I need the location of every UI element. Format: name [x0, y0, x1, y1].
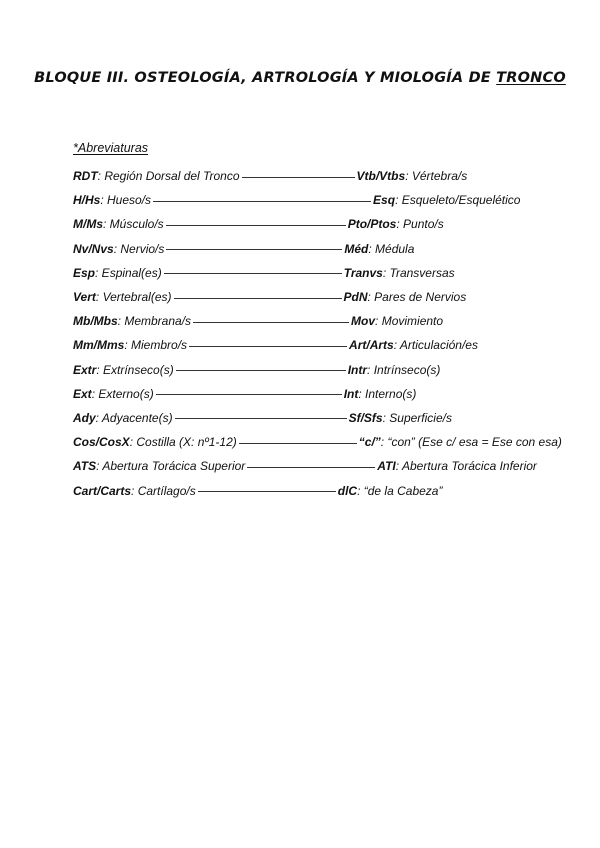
right-entry: [351, 314, 443, 328]
left-abbreviation: H/Hs: [73, 193, 101, 208]
left-definition: : Miembro/s: [124, 338, 188, 353]
right-entry: [377, 459, 537, 473]
right-abbreviation: Méd: [344, 241, 369, 256]
left-entry: [73, 363, 174, 377]
left-abbreviation: Ext: [73, 386, 92, 401]
title-main: BLOQUE III. OSTEOLOGÍA, ARTROLOGÍA Y MIOLOGÍA DE: [34, 70, 497, 86]
right-entry: [338, 484, 443, 498]
right-abbreviation: Mov: [351, 314, 376, 329]
dash-leader: [239, 443, 357, 444]
dash-leader: [164, 273, 342, 274]
dash-leader: [176, 370, 346, 371]
dash-leader: [153, 201, 371, 202]
left-entry: [73, 435, 237, 449]
abbreviation-row: [73, 309, 563, 333]
dash-leader: [242, 177, 355, 178]
right-entry: [344, 290, 467, 304]
abbreviations-list: [73, 164, 563, 503]
left-definition: : Músculo/s: [103, 217, 164, 232]
right-abbreviation: Intr: [347, 362, 368, 377]
left-abbreviation: Vert: [73, 290, 96, 305]
right-definition: : Movimiento: [375, 314, 444, 329]
left-definition: : Abertura Torácica Superior: [96, 459, 246, 474]
left-definition: : Adyacente(s): [95, 410, 173, 425]
dash-leader: [175, 418, 347, 419]
right-definition: : Esqueleto/Esquelético: [395, 193, 521, 208]
right-abbreviation: Pto/Ptos: [347, 217, 397, 232]
right-abbreviation: Art/Arts: [349, 338, 394, 353]
abbreviation-row: [73, 430, 563, 454]
left-definition: : Extrínseco(s): [96, 362, 174, 377]
left-abbreviation: Nv/Nvs: [73, 241, 114, 256]
left-abbreviation: Mb/Mbs: [73, 314, 118, 329]
right-entry: [359, 435, 562, 449]
left-definition: : Vertebral(es): [95, 290, 172, 305]
dash-leader: [198, 491, 336, 492]
left-entry: [73, 266, 162, 280]
abbreviation-row: [73, 188, 563, 212]
right-entry: [349, 338, 478, 352]
right-entry: [348, 217, 444, 231]
right-abbreviation: Vtb/Vtbs: [356, 169, 406, 184]
left-entry: [73, 193, 151, 207]
right-entry: [357, 169, 468, 183]
right-definition: : “de la Cabeza”: [357, 483, 443, 498]
dash-leader: [189, 346, 347, 347]
left-definition: : Nervio/s: [113, 241, 165, 256]
left-definition: : Cartílago/s: [131, 483, 196, 498]
right-abbreviation: “c/”: [358, 435, 381, 450]
right-definition: : Punto/s: [396, 217, 444, 232]
right-definition: : Médula: [368, 241, 415, 256]
abbreviation-row: [73, 382, 563, 406]
left-abbreviation: Extr: [73, 362, 97, 377]
left-abbreviation: Ady: [73, 410, 96, 425]
abbreviation-row: [73, 212, 563, 236]
left-definition: : Hueso/s: [100, 193, 152, 208]
right-abbreviation: Esq: [373, 193, 396, 208]
right-entry: [348, 363, 441, 377]
page-title: [0, 70, 600, 86]
right-abbreviation: Tranvs: [343, 265, 383, 280]
left-entry: [73, 459, 245, 473]
left-entry: [73, 484, 196, 498]
abbreviation-row: [73, 261, 563, 285]
dash-leader: [156, 394, 342, 395]
right-definition: : Pares de Nervios: [367, 290, 467, 305]
left-abbreviation: Cart/Carts: [73, 483, 132, 498]
right-definition: : “con” (Ese c/ esa = Ese con esa): [380, 435, 562, 450]
left-abbreviation: Esp: [73, 265, 96, 280]
abbreviation-row: [73, 237, 563, 261]
left-entry: [73, 338, 187, 352]
right-entry: [373, 193, 520, 207]
abbreviation-row: [73, 406, 563, 430]
right-definition: : Intrínseco(s): [367, 362, 441, 377]
left-entry: [73, 169, 240, 183]
right-abbreviation: dlC: [337, 483, 358, 498]
abbreviation-row: [73, 454, 563, 478]
abbreviation-row: [73, 478, 563, 502]
right-definition: : Vértebra/s: [405, 169, 468, 184]
left-entry: [73, 217, 164, 231]
left-abbreviation: Mm/Mms: [73, 338, 125, 353]
abbreviations-heading: *Abreviaturas: [73, 141, 149, 155]
right-abbreviation: Int: [343, 386, 359, 401]
dash-leader: [247, 467, 375, 468]
right-definition: : Abertura Torácica Inferior: [395, 459, 537, 474]
abbreviation-row: [73, 358, 563, 382]
dash-leader: [193, 322, 349, 323]
dash-leader: [166, 225, 346, 226]
right-definition: : Interno(s): [358, 386, 417, 401]
left-abbreviation: Cos/CosX: [73, 435, 130, 450]
dash-leader: [174, 298, 342, 299]
left-definition: : Costilla (X: nº1-12): [129, 435, 237, 450]
right-abbreviation: PdN: [343, 290, 368, 305]
right-definition: : Superficie/s: [382, 410, 452, 425]
right-abbreviation: Sf/Sfs: [348, 410, 383, 425]
right-entry: [344, 387, 417, 401]
left-definition: : Externo(s): [91, 386, 154, 401]
abbreviation-row: [73, 285, 563, 309]
left-entry: [73, 242, 164, 256]
left-entry: [73, 411, 173, 425]
left-entry: [73, 290, 172, 304]
left-entry: [73, 387, 154, 401]
right-definition: : Transversas: [382, 265, 455, 280]
right-abbreviation: ATI: [377, 459, 396, 474]
right-entry: [344, 266, 455, 280]
left-abbreviation: RDT: [73, 169, 98, 184]
dash-leader: [166, 249, 342, 250]
abbreviation-row: [73, 333, 563, 357]
left-definition: : Espinal(es): [95, 265, 162, 280]
title-underlined-word: TRONCO: [496, 70, 566, 86]
left-entry: [73, 314, 191, 328]
right-definition: : Articulación/es: [393, 338, 478, 353]
left-abbreviation: ATS: [73, 459, 97, 474]
left-abbreviation: M/Ms: [73, 217, 103, 232]
left-definition: : Región Dorsal del Tronco: [97, 169, 240, 184]
right-entry: [344, 242, 414, 256]
left-definition: : Membrana/s: [117, 314, 192, 329]
right-entry: [349, 411, 452, 425]
abbreviation-row: [73, 164, 563, 188]
